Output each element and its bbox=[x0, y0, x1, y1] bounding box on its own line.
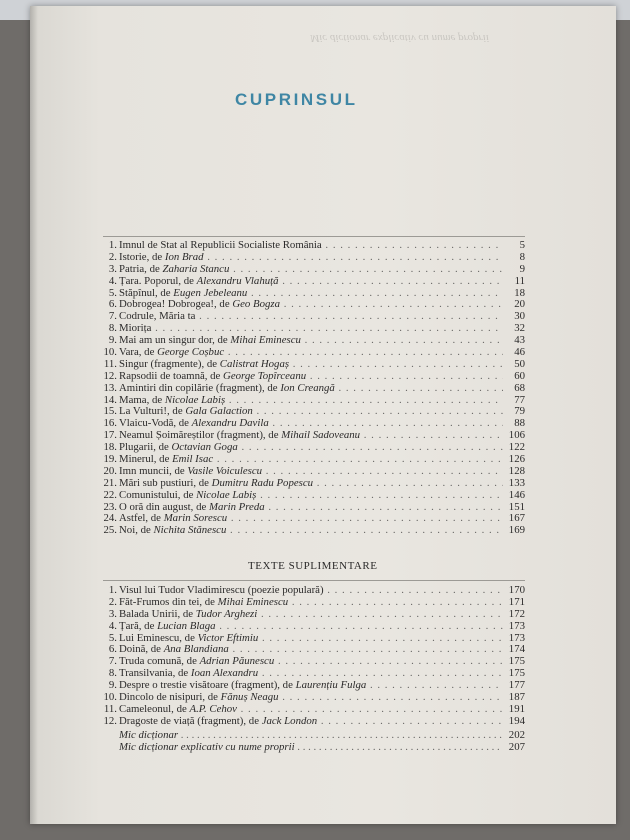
glossary-page-number: 202 bbox=[508, 729, 525, 741]
entry-work: Singur (fragmente), de bbox=[119, 358, 220, 370]
glossary-title: Mic dicționar explicativ cu nume proprii . . . bbox=[119, 741, 503, 753]
entry-author: Mihail Sadoveanu bbox=[281, 430, 361, 442]
entry-author: Ion Brad bbox=[164, 251, 204, 263]
toc-entry bbox=[103, 704, 525, 716]
toc-entry bbox=[103, 692, 525, 704]
entry-author: Tudor Arghezi bbox=[195, 608, 258, 620]
entry-number: 24. bbox=[103, 512, 117, 525]
toc-entry bbox=[103, 621, 525, 633]
entry-page-number: 8 bbox=[519, 250, 525, 263]
entry-work: Țară, de bbox=[119, 620, 158, 632]
entry-title bbox=[119, 383, 503, 395]
entry-page-number: 151 bbox=[508, 500, 525, 513]
entry-work: Astfel, de bbox=[119, 513, 164, 525]
entry-page-number: 79 bbox=[514, 405, 525, 418]
entry-work: Transilvania, de bbox=[119, 668, 191, 680]
entry-page-number: 77 bbox=[514, 393, 525, 406]
toc-entry bbox=[103, 299, 525, 311]
toc-entry bbox=[103, 371, 525, 383]
entry-number: 21. bbox=[103, 476, 117, 489]
entry-work: Cameleonul, de bbox=[119, 703, 190, 715]
toc-entry bbox=[103, 680, 525, 692]
entry-title bbox=[119, 371, 503, 383]
entry-title bbox=[119, 442, 503, 454]
entry-page-number: 191 bbox=[508, 702, 525, 715]
toc-entry bbox=[103, 597, 525, 609]
entry-author: Jack London bbox=[261, 715, 318, 727]
entry-work: Doină, de bbox=[119, 644, 164, 656]
entry-author: Ioan Alexandru bbox=[190, 668, 259, 680]
entry-number: 23. bbox=[103, 500, 117, 513]
entry-number: 5. bbox=[108, 286, 117, 299]
entry-page-number: 169 bbox=[508, 524, 525, 537]
entry-work: Dragoste de viață (fragment), de bbox=[119, 715, 262, 727]
entry-title bbox=[119, 680, 503, 692]
entry-number: 14. bbox=[103, 393, 117, 406]
entry-number: 17. bbox=[103, 429, 117, 442]
entry-title bbox=[119, 668, 503, 680]
entry-number: 20. bbox=[103, 464, 117, 477]
entry-number: 3. bbox=[108, 262, 117, 275]
glossary-list bbox=[103, 729, 525, 753]
supplement-heading: TEXTE SUPLIMENTARE bbox=[248, 560, 378, 572]
entry-page-number: 133 bbox=[508, 476, 525, 489]
entry-title bbox=[119, 418, 503, 430]
entry-work: Mama, de bbox=[119, 394, 165, 406]
entry-title bbox=[119, 513, 503, 525]
entry-page-number: 170 bbox=[508, 584, 525, 596]
entry-work: Lui Eminescu, de bbox=[119, 632, 198, 644]
entry-title bbox=[119, 525, 503, 537]
toc-entry bbox=[103, 264, 525, 276]
entry-title bbox=[119, 716, 503, 728]
entry-page-number: 46 bbox=[514, 346, 525, 359]
entry-work: Vlaicu-Vodă, de bbox=[119, 418, 192, 430]
entry-title bbox=[119, 311, 503, 323]
entry-title bbox=[119, 264, 503, 276]
entry-author: Laurențiu Fulga bbox=[295, 680, 367, 692]
entry-author: Ion Creangă bbox=[280, 382, 335, 394]
entry-work: Vara, de bbox=[119, 347, 158, 359]
entry-number: 22. bbox=[103, 488, 117, 501]
entry-page-number: 172 bbox=[508, 607, 525, 620]
entry-title bbox=[119, 692, 503, 704]
toc-entry bbox=[103, 252, 525, 264]
entry-title bbox=[119, 502, 503, 514]
entry-number: 5. bbox=[108, 631, 117, 644]
entry-number: 1. bbox=[108, 239, 117, 251]
entry-author: Alexandru Vlahuță bbox=[196, 275, 279, 287]
entry-work: O oră din august, de bbox=[119, 501, 209, 513]
entry-work: Truda comună, de bbox=[119, 656, 200, 668]
contents-list bbox=[103, 240, 525, 537]
entry-work: Imnul de Stat al Republicii Socialiste România bbox=[119, 240, 322, 251]
entry-work: Noi, de bbox=[119, 525, 154, 537]
entry-work: Despre o trestie visătoare (fragment), de bbox=[119, 680, 296, 692]
entry-number: 15. bbox=[103, 405, 117, 418]
entry-page-number: 30 bbox=[514, 310, 525, 323]
entry-number: 16. bbox=[103, 417, 117, 430]
entry-work: Făt-Frumos din tei, de bbox=[119, 596, 218, 608]
toc-entry bbox=[103, 430, 525, 442]
glossary-entry bbox=[103, 729, 525, 741]
entry-number: 12. bbox=[103, 369, 117, 382]
glossary-title: Mic dicționar . . . bbox=[119, 729, 503, 741]
entry-page-number: 128 bbox=[508, 464, 525, 477]
entry-author: Nicolae Labiș bbox=[196, 489, 257, 501]
toc-entry bbox=[103, 490, 525, 502]
entry-work: Rapsodii de toamnă, de bbox=[119, 370, 224, 382]
entry-work: Țara. Poporul, de bbox=[119, 275, 197, 287]
entry-page-number: 11 bbox=[514, 274, 525, 287]
entry-page-number: 18 bbox=[514, 286, 525, 299]
entry-work: Balada Unirii, de bbox=[119, 608, 196, 620]
entry-number: 6. bbox=[108, 643, 117, 656]
entry-title bbox=[119, 466, 503, 478]
toc-entry bbox=[103, 513, 525, 525]
entry-title bbox=[119, 430, 503, 442]
entry-author: A.P. Cehov bbox=[189, 703, 237, 715]
toc-entry bbox=[103, 442, 525, 454]
entry-author: Adrian Păunescu bbox=[199, 656, 275, 668]
toc-entry bbox=[103, 418, 525, 430]
entry-author: Emil Isac bbox=[172, 454, 214, 466]
entry-author: Mihai Eminescu bbox=[217, 596, 289, 608]
entry-page-number: 106 bbox=[508, 429, 525, 442]
toc-entry bbox=[103, 395, 525, 407]
entry-author: Vasile Voiculescu bbox=[187, 465, 263, 477]
entry-author: Marin Preda bbox=[208, 501, 265, 513]
bleed-through-text: Mic dictionar explicativ cu nume proprii bbox=[310, 32, 489, 44]
entry-author: Gala Galaction bbox=[185, 406, 253, 418]
toc-entry bbox=[103, 644, 525, 656]
entry-number: 7. bbox=[108, 655, 117, 668]
entry-work: Comunistului, de bbox=[119, 489, 197, 501]
entry-page-number: 175 bbox=[508, 655, 525, 668]
entry-work: Visul lui Tudor Vladimirescu (poezie populară) bbox=[119, 585, 324, 596]
entry-author: Nichita Stănescu bbox=[153, 525, 227, 537]
toc-entry bbox=[103, 668, 525, 680]
entry-title bbox=[119, 490, 503, 502]
toc-entry bbox=[103, 383, 525, 395]
entry-page-number: 32 bbox=[514, 322, 525, 335]
entry-work: Minerul, de bbox=[119, 454, 173, 466]
entry-page-number: 194 bbox=[508, 714, 525, 727]
entry-author: Lucian Blaga bbox=[157, 620, 216, 632]
entry-title bbox=[119, 288, 503, 300]
entry-page-number: 5 bbox=[519, 239, 525, 251]
entry-author: Marin Sorescu bbox=[163, 513, 228, 525]
entry-page-number: 173 bbox=[508, 631, 525, 644]
toc-entry bbox=[103, 525, 525, 537]
toc-entry bbox=[103, 633, 525, 645]
entry-author: Ana Blandiana bbox=[163, 644, 229, 656]
entry-number: 8. bbox=[108, 322, 117, 335]
entry-page-number: 9 bbox=[519, 262, 525, 275]
entry-page-number: 68 bbox=[514, 381, 525, 394]
toc-entry bbox=[103, 335, 525, 347]
entry-number: 9. bbox=[108, 334, 117, 347]
entry-number: 25. bbox=[103, 524, 117, 537]
entry-page-number: 20 bbox=[514, 298, 525, 311]
entry-title bbox=[119, 644, 503, 656]
entry-page-number: 122 bbox=[508, 441, 525, 454]
toc-entry bbox=[103, 656, 525, 668]
toc-entry bbox=[103, 276, 525, 288]
entry-work: Codrule, Măria ta bbox=[119, 311, 196, 323]
entry-work: Patria, de bbox=[119, 263, 163, 275]
entry-title bbox=[119, 478, 503, 490]
entry-number: 8. bbox=[108, 667, 117, 680]
top-rule bbox=[103, 236, 525, 237]
entry-page-number: 126 bbox=[508, 453, 525, 466]
entry-title bbox=[119, 323, 503, 335]
toc-entry bbox=[103, 288, 525, 300]
toc-entry bbox=[103, 347, 525, 359]
entry-number: 2. bbox=[108, 250, 117, 263]
toc-entry bbox=[103, 454, 525, 466]
entry-work: Dincolo de nisipuri, de bbox=[119, 692, 221, 704]
toc-entry bbox=[103, 716, 525, 728]
entry-title bbox=[119, 335, 503, 347]
supplement-rule bbox=[103, 580, 525, 581]
toc-entry bbox=[103, 585, 525, 597]
entry-title bbox=[119, 585, 503, 597]
entry-title bbox=[119, 395, 503, 407]
toc-entry bbox=[103, 478, 525, 490]
entry-author: Fănuș Neagu bbox=[220, 692, 279, 704]
entry-page-number: 146 bbox=[508, 488, 525, 501]
entry-page-number: 60 bbox=[514, 369, 525, 382]
entry-author: Octavian Goga bbox=[171, 442, 238, 454]
entry-title bbox=[119, 299, 503, 311]
entry-author: Zaharia Stancu bbox=[162, 263, 230, 275]
glossary-entry bbox=[103, 741, 525, 753]
entry-author: Dumitru Radu Popescu bbox=[211, 477, 314, 489]
entry-work: Miorița bbox=[119, 323, 152, 335]
entry-work: Dobrogea! Dobrogea!, de bbox=[119, 299, 233, 311]
entry-title bbox=[119, 609, 503, 621]
entry-number: 11. bbox=[103, 357, 117, 370]
entry-author: Victor Eftimiu bbox=[197, 632, 259, 644]
entry-author: Alexandru Davila bbox=[191, 418, 269, 430]
toc-entry bbox=[103, 502, 525, 514]
entry-title bbox=[119, 347, 503, 359]
entry-number: 3. bbox=[108, 607, 117, 620]
entry-title bbox=[119, 252, 503, 264]
entry-work: Mări sub pustiuri, de bbox=[119, 477, 212, 489]
entry-work: La Vulturi!, de bbox=[119, 406, 186, 418]
entry-page-number: 167 bbox=[508, 512, 525, 525]
entry-number: 2. bbox=[108, 595, 117, 608]
entry-work: Istorie, de bbox=[119, 251, 165, 263]
supplement-list bbox=[103, 585, 525, 728]
entry-number: 9. bbox=[108, 679, 117, 692]
toc-entry bbox=[103, 359, 525, 371]
entry-title bbox=[119, 621, 503, 633]
entry-page-number: 43 bbox=[514, 334, 525, 347]
entry-number: 6. bbox=[108, 298, 117, 311]
entry-page-number: 177 bbox=[508, 679, 525, 692]
entry-work: Imn muncii, de bbox=[119, 465, 188, 477]
entry-number: 10. bbox=[103, 691, 117, 704]
entry-page-number: 187 bbox=[508, 691, 525, 704]
entry-title bbox=[119, 656, 503, 668]
entry-title bbox=[119, 704, 503, 716]
entry-title bbox=[119, 276, 503, 288]
page-title: CUPRINSUL bbox=[235, 90, 358, 109]
entry-work: Neamul Șoimăreștilor (fragment), de bbox=[119, 430, 282, 442]
entry-page-number: 171 bbox=[508, 595, 525, 608]
entry-work: Amintiri din copilărie (fragment), de bbox=[119, 382, 281, 394]
entry-page-number: 88 bbox=[514, 417, 525, 430]
entry-number: 4. bbox=[108, 619, 117, 632]
toc-entry bbox=[103, 406, 525, 418]
entry-page-number: 174 bbox=[508, 643, 525, 656]
toc-entry bbox=[103, 609, 525, 621]
entry-work: Plugarii, de bbox=[119, 442, 172, 454]
entry-title bbox=[119, 240, 503, 252]
glossary-page-number: 207 bbox=[508, 741, 525, 753]
toc-entry bbox=[103, 323, 525, 335]
toc-entry bbox=[103, 466, 525, 478]
entry-page-number: 173 bbox=[508, 619, 525, 632]
entry-page-number: 50 bbox=[514, 357, 525, 370]
entry-author: Mihai Eminescu bbox=[230, 335, 301, 347]
entry-number: 13. bbox=[103, 381, 117, 394]
entry-title bbox=[119, 597, 503, 609]
entry-number: 1. bbox=[108, 584, 117, 596]
entry-work: Stăpînul, de bbox=[119, 287, 174, 299]
entry-work: Mai am un singur dor, de bbox=[119, 335, 231, 347]
entry-author: George Coșbuc bbox=[157, 347, 225, 359]
entry-title bbox=[119, 406, 503, 418]
entry-author: George Topîrceanu bbox=[223, 370, 307, 382]
entry-number: 19. bbox=[103, 453, 117, 466]
entry-author: Nicolae Labiș bbox=[164, 394, 226, 406]
entry-number: 4. bbox=[108, 274, 117, 287]
entry-number: 12. bbox=[103, 714, 117, 727]
entry-title bbox=[119, 633, 503, 645]
entry-author: Geo Bogza bbox=[232, 299, 281, 311]
page-fold-shadow bbox=[30, 6, 38, 824]
entry-title bbox=[119, 454, 503, 466]
entry-author: Calistrat Hogaș bbox=[219, 358, 290, 370]
entry-number: 18. bbox=[103, 441, 117, 454]
entry-number: 11. bbox=[103, 702, 117, 715]
entry-number: 10. bbox=[103, 346, 117, 359]
toc-entry bbox=[103, 311, 525, 323]
toc-entry bbox=[103, 240, 525, 252]
entry-title bbox=[119, 359, 503, 371]
entry-page-number: 175 bbox=[508, 667, 525, 680]
entry-author: Eugen Jebeleanu bbox=[173, 287, 248, 299]
entry-number: 7. bbox=[108, 310, 117, 323]
